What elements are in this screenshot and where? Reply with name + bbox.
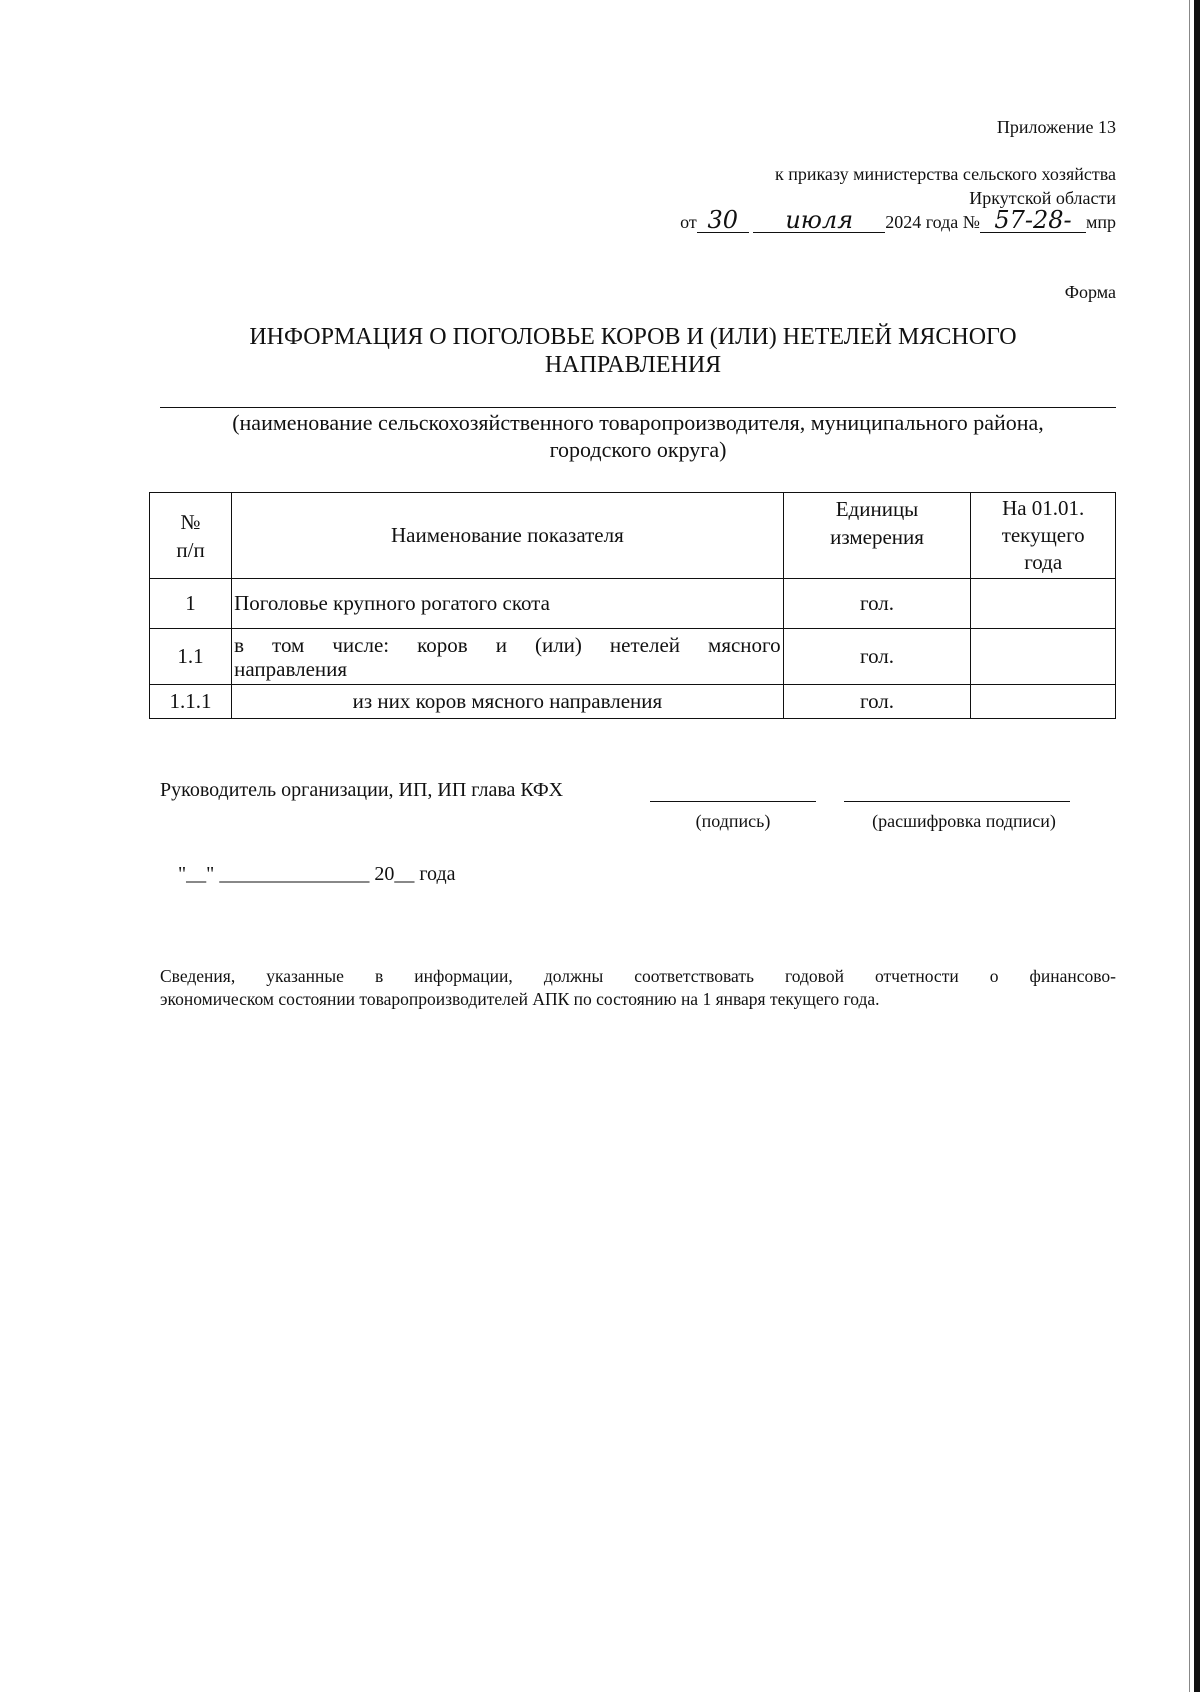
signature-caption: (подпись) xyxy=(695,811,771,831)
appendix-label: Приложение 13 xyxy=(996,117,1116,137)
indicator-table xyxy=(149,492,1116,719)
page-edge-line xyxy=(1189,0,1190,1692)
row-name xyxy=(232,629,784,685)
row-num: 1.1 xyxy=(150,629,232,685)
page-edge-border xyxy=(1194,0,1200,1692)
title-line-2: НАПРАВЛЕНИЯ xyxy=(544,352,722,378)
year-text: 2024 года № xyxy=(885,212,980,232)
row-value[interactable] xyxy=(971,685,1116,719)
row-unit: гол. xyxy=(783,579,971,629)
signature-decode-line[interactable] xyxy=(844,801,1070,802)
region-line: Иркутской области xyxy=(969,188,1116,208)
row-name-line-1: в том числе: коров и (или) нетелей мясного xyxy=(234,632,781,657)
document-title xyxy=(150,323,1116,379)
date-month-blank[interactable]: _______________ xyxy=(219,863,370,885)
header-name: Наименование показателя xyxy=(232,493,784,579)
header-value-line-3: года xyxy=(1024,550,1063,574)
row-value[interactable] xyxy=(971,579,1116,629)
form-label: Форма xyxy=(1064,282,1116,302)
header-unit-line-1: Единицы xyxy=(835,497,919,521)
number-suffix: мпр xyxy=(1085,212,1116,232)
producer-caption-line-2: городского округа) xyxy=(549,437,727,462)
order-line: к приказу министерства сельского хозяйства xyxy=(774,164,1116,184)
date-day-blank[interactable]: "__" xyxy=(178,863,215,885)
footnote xyxy=(160,965,1116,1011)
table-header-row xyxy=(150,493,1116,579)
producer-name-line xyxy=(160,407,1116,408)
row-unit: гол. xyxy=(783,685,971,719)
signature-line[interactable] xyxy=(650,801,816,802)
table-row xyxy=(150,579,1116,629)
handwritten-day: 30 xyxy=(697,208,749,233)
producer-caption-line-1: (наименование сельскохозяйственного товаропроизводителя, муниципального района, xyxy=(232,410,1044,435)
handwritten-number: 57-28- xyxy=(980,208,1086,233)
order-date-line xyxy=(680,208,1116,233)
signature-label: Руководитель организации, ИП, ИП глава КФХ xyxy=(160,779,564,801)
handwritten-month: июля xyxy=(753,208,885,233)
date-year: 20__ года xyxy=(374,863,456,885)
footnote-line-2: экономическом состоянии товаропроизводителей АПК по состоянию на 1 января текущего года. xyxy=(160,989,880,1009)
header-value-line-1: На 01.01. xyxy=(1002,496,1085,520)
header-num xyxy=(150,493,232,579)
row-num: 1 xyxy=(150,579,232,629)
header-value-line-2: текущего xyxy=(1001,523,1085,547)
row-name: из них коров мясного направления xyxy=(232,685,784,719)
date-prefix: от xyxy=(680,212,697,232)
row-value[interactable] xyxy=(971,629,1116,685)
table-row xyxy=(150,629,1116,685)
signature-decode-caption: (расшифровка подписи) xyxy=(872,811,1056,831)
row-unit: гол. xyxy=(783,629,971,685)
row-num: 1.1.1 xyxy=(150,685,232,719)
footnote-line-1: Сведения, указанные в информации, должны соответствовать годовой отчетности о финансово- xyxy=(160,966,1116,986)
table-row xyxy=(150,685,1116,719)
title-line-1: ИНФОРМАЦИЯ О ПОГОЛОВЬЕ КОРОВ И (ИЛИ) НЕТЕЛЕЙ МЯСНОГО xyxy=(249,324,1017,350)
header-num-line-2: п/п xyxy=(176,537,205,562)
row-name: Поголовье крупного рогатого скота xyxy=(232,579,784,629)
header-unit xyxy=(783,493,971,579)
producer-caption xyxy=(160,409,1116,463)
row-name-line-2: направления xyxy=(234,656,348,681)
header-num-line-1: № xyxy=(180,509,201,534)
signing-date xyxy=(178,863,456,886)
header-value xyxy=(971,493,1116,579)
header-unit-line-2: измерения xyxy=(830,525,924,549)
